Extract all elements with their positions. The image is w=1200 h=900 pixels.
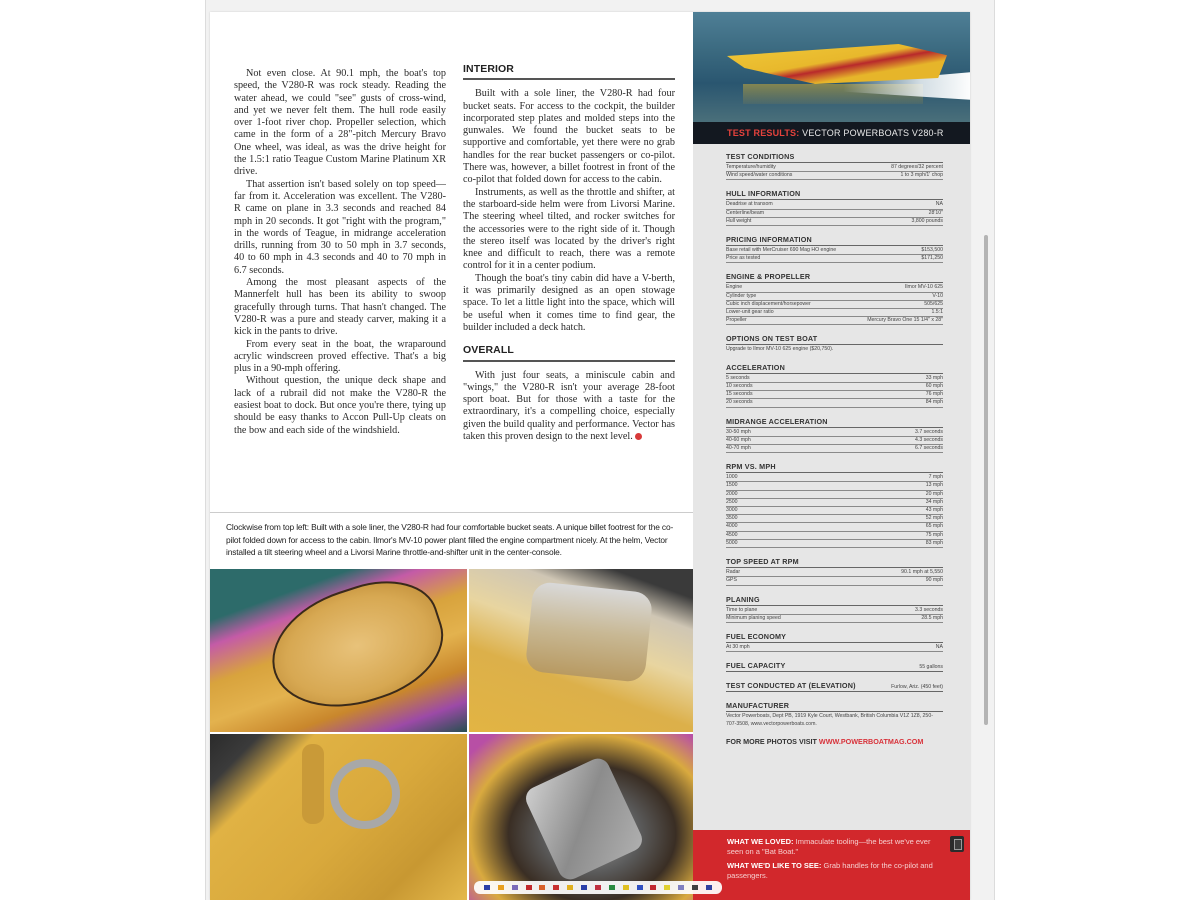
flag-15-icon[interactable] [678, 885, 684, 890]
flag-10-icon[interactable] [609, 885, 615, 890]
spec-label: 1500 [726, 482, 738, 489]
spec-section [726, 632, 943, 652]
spec-value: 505/625 [924, 300, 943, 307]
spec-value: 33 mph [925, 374, 943, 381]
spec-value: 28.5 mph [921, 614, 943, 621]
spec-text: Upgrade to Ilmor MV-10 625 engine ($20,750). [726, 346, 834, 353]
spec-label: Propeller [726, 317, 747, 324]
spec-value: NA [935, 201, 943, 208]
spec-value: 7 mph [928, 474, 943, 481]
flag-11-icon[interactable] [623, 885, 629, 890]
overall-text: With just four seats, a miniscule cabin and "wings," the V280-R isn't your average 28-foot sport boat. But for those with a taste for the extraordinary, it's a compelling choice, especially given the build quality and performance. Vector has taken this proven design to the next level. [463, 369, 675, 443]
spec-value: 28'10" [928, 209, 943, 216]
article-body [210, 12, 693, 512]
spec-row [726, 532, 943, 540]
spec-value: Mercury Bravo One 15 1/4" x 28" [867, 317, 943, 324]
test-results-boat: VECTOR POWERBOATS V280-R [802, 128, 944, 138]
manufacturer-text: Vector Powerboats, Dept PB, 1919 Kyle Court, Westbank, British Columbia V1Z 1Z8, 250-707-3508, www.vectorpowerboats.com. [726, 713, 933, 727]
what-we-loved [727, 837, 944, 857]
spec-section [726, 152, 943, 180]
spec-row [726, 210, 943, 218]
spec-label: 2000 [726, 490, 738, 497]
spec-value: 87 degrees/32 percent [891, 164, 943, 170]
spec-label: 5 seconds [726, 374, 750, 381]
spec-row [726, 429, 943, 437]
engine-shape [522, 755, 646, 884]
spec-value: 13 mph [925, 482, 943, 489]
photo-grid [210, 569, 693, 900]
spec-section-title: ENGINE & PROPELLER [726, 272, 943, 283]
spec-inline-row [726, 661, 943, 672]
flag-6-icon[interactable] [553, 885, 559, 890]
spec-row [726, 172, 943, 180]
spec-label: Radar [726, 569, 741, 576]
flag-12-icon[interactable] [637, 885, 643, 890]
more-photos-label: FOR MORE PHOTOS VISIT [726, 736, 817, 746]
flag-13-icon[interactable] [650, 885, 656, 890]
spec-value: V-10 [932, 292, 943, 299]
paragraph: Built with a sole liner, the V280-R had four bucket seats. For access to the cockpit, the builder incorporated step plates and molded steps into the gunwales. We found the bucket seats to be supportive and comfortable, yet there were no grab handles for the rear bucket passengers or co-pilot. There was, however, a billet footrest in front of the co-pilot that folded down for access to the cabin. [463, 88, 675, 186]
spec-value: 6.7 seconds [915, 445, 943, 452]
spec-section [726, 189, 943, 226]
flag-4-icon[interactable] [526, 885, 532, 890]
spec-label: 30-50 mph [726, 428, 751, 435]
paragraph: Though the boat's tiny cabin did have a V-berth, it was primarily designed as an open stowage space. To let a little light into the space, which will be useful when it comes time to find gear, the builder included a deck hatch. [463, 272, 675, 333]
spec-value: 90.1 mph at 5,550 [901, 569, 943, 576]
spec-section [726, 235, 943, 263]
spec-value: 3.7 seconds [915, 428, 943, 435]
spec-section-title: ACCELERATION [726, 363, 943, 374]
more-photos-line [726, 737, 943, 746]
bucket-seats-photo [210, 569, 467, 732]
spec-row [726, 577, 943, 585]
boat-shape [727, 44, 947, 84]
spec-row [726, 218, 943, 226]
paragraph [463, 370, 675, 444]
spec-table [726, 152, 943, 746]
spec-label: 4500 [726, 531, 738, 538]
spec-label: 15 seconds [726, 391, 753, 398]
spec-section-title: MIDRANGE ACCELERATION [726, 417, 943, 428]
caption-text: Clockwise from top left: Built with a sole liner, the V280-R had four comfortable bucket seats. A unique billet footrest for the co-pilot folded down for access to the cabin. Ilmor's MV-10 power plant filled the engine compartment nicely. At the helm, Vector installed a tilt steering wheel and a Livorsi Marine throttle-and-shifter unit in the center-console. [226, 522, 674, 557]
spec-section-title: HULL INFORMATION [726, 189, 943, 200]
spec-value: 4.3 seconds [915, 436, 943, 443]
cockpit-shape [257, 569, 458, 727]
spec-label: 20 seconds [726, 399, 753, 406]
spec-label: Wind speed/water conditions [726, 172, 793, 179]
spec-value: 3.3 seconds [915, 606, 943, 613]
spec-label: 3000 [726, 507, 738, 514]
loved-label: WHAT WE LOVED: [727, 837, 794, 846]
spec-value: $153,500 [921, 247, 943, 254]
spec-row [726, 437, 943, 445]
spec-row [726, 507, 943, 515]
spec-row [726, 399, 943, 407]
flag-16-icon[interactable] [692, 885, 698, 890]
spec-row [726, 540, 943, 548]
spec-label: Base retail with MerCruiser 690 Mag HO engine [726, 247, 837, 254]
spec-row [726, 255, 943, 263]
engine-photo [469, 734, 693, 900]
test-results-label: TEST RESULTS: [727, 128, 800, 138]
paragraph: Instruments, as well as the throttle and shifter, at the starboard-side helm were from Livorsi Marine. The steering wheel tilted, and rocker switches for the accessories were to the right side of it. Though the stereo itself was located by the driver's right knee and difficult to reach, there was a remote control for it in a center podium. [463, 186, 675, 272]
spec-value: 84 mph [925, 399, 943, 406]
spec-label: Time to plane [726, 606, 758, 613]
spec-row [726, 301, 943, 309]
spec-label: Deadrise at transom [726, 201, 773, 208]
spec-label: 2500 [726, 498, 738, 505]
paragraph: Among the most pleasant aspects of the Mannerfelt hull has been its ability to swoop gracefully through turns. That hasn't changed. The V280-R was a pure and steady carver, making it a kick in the pants to drive. [234, 277, 446, 338]
spec-label: Lower-unit gear ratio [726, 309, 774, 316]
spec-label: 4000 [726, 523, 738, 530]
spec-row [726, 482, 943, 490]
like-text: Grab handles for the co-pilot and passengers. [727, 861, 933, 880]
footrest-shape [525, 581, 654, 683]
spec-row [726, 615, 943, 623]
spec-label: 10 seconds [726, 383, 753, 390]
flag-2-icon[interactable] [498, 885, 504, 890]
spec-value: 75 mph [925, 531, 943, 538]
spec-value: 60 mph [925, 383, 943, 390]
spec-row [726, 293, 943, 301]
spec-section-title: TOP SPEED AT RPM [726, 557, 943, 568]
spec-label: 1000 [726, 474, 738, 481]
spec-row [726, 317, 943, 325]
spec-row [726, 309, 943, 317]
spec-section-title: PRICING INFORMATION [726, 235, 943, 246]
boat-hero-photo [693, 12, 970, 122]
spec-section [726, 557, 943, 585]
spec-row [726, 247, 943, 255]
spec-row [726, 383, 943, 391]
spec-value: 90 mph [925, 577, 943, 584]
flag-3-icon[interactable] [512, 885, 518, 890]
spec-row [726, 491, 943, 499]
spec-label: Minimum planing speed [726, 614, 781, 621]
spec-label: Centerline/beam [726, 209, 765, 216]
spec-value: 55 gallons [919, 664, 943, 671]
like-label: WHAT WE'D LIKE TO SEE: [727, 861, 822, 870]
spec-label: GPS [726, 577, 737, 584]
document-icon[interactable] [950, 836, 964, 852]
verdict-box [693, 830, 970, 900]
flag-9-icon[interactable] [595, 885, 601, 890]
loved-text: Immaculate tooling—the best we've ever seen on a "Bat Boat." [727, 837, 931, 856]
article-column-1 [234, 68, 446, 437]
spec-value: 65 mph [925, 523, 943, 530]
spec-value: 76 mph [925, 391, 943, 398]
spec-section [726, 417, 943, 454]
spec-section-title: FUEL CAPACITY [726, 661, 786, 671]
flag-8-icon[interactable] [581, 885, 587, 890]
spec-section-title: OPTIONS ON TEST BOAT [726, 334, 943, 345]
spec-value: 83 mph [925, 539, 943, 546]
paragraph: Without question, the unique deck shape and lack of a rubrail did not make the V280-R the easiest boat to dock. But once you're there, tying up should be easy thanks to Accon Pull-Up cleats on the bow and each side of the windshield. [234, 375, 446, 436]
flag-1-icon[interactable] [484, 885, 490, 890]
spec-label: Cubic inch displacement/horsepower [726, 300, 811, 307]
spec-label: 3500 [726, 515, 738, 522]
scrollbar-thumb[interactable] [984, 235, 988, 725]
spec-section [726, 363, 943, 408]
spec-section-title: RPM VS. MPH [726, 462, 943, 473]
interior-heading: INTERIOR [463, 63, 675, 80]
spec-row [726, 391, 943, 399]
spec-value: 52 mph [925, 515, 943, 522]
fuel-capacity [726, 661, 943, 672]
spec-value: $171,250 [921, 255, 943, 262]
paragraph: From every seat in the boat, the wraparound acrylic windscreen proved effective. That's a big plus in a 90-mph offering. [234, 338, 446, 375]
paragraph: That assertion isn't based solely on top speed—far from it. Acceleration was excellent. The V280-R came on plane in 3.3 seconds and reached 84 mph in 20 seconds. It got "right with the program," in the words of Teague, in midrange acceleration drills, running from 30 to 50 mph in 3.7 seconds, 40 to 60 mph in 4.3 seconds and 40 to 70 mph in 6.7 seconds. [234, 178, 446, 276]
spec-label: Hull weight [726, 217, 752, 224]
overall-heading: OVERALL [463, 344, 675, 361]
spec-label: Cylinder type [726, 292, 757, 299]
test-conducted-elevation [726, 681, 943, 692]
photo-caption [210, 512, 693, 569]
spec-row [726, 164, 943, 172]
spec-row [726, 499, 943, 507]
test-results-title [693, 122, 970, 144]
spec-row [726, 375, 943, 383]
flag-7-icon[interactable] [567, 885, 573, 890]
spec-label: 5000 [726, 539, 738, 546]
spec-value: 20 mph [925, 490, 943, 497]
spec-row [726, 284, 943, 292]
helm-photo [210, 734, 467, 900]
spec-section-title: PLANING [726, 595, 943, 606]
spec-label: 40-60 mph [726, 436, 751, 443]
spec-value: 3,800 pounds [911, 217, 943, 224]
spec-section [726, 334, 943, 353]
article-column-2 [463, 63, 675, 443]
spec-section-title: TEST CONDUCTED AT (ELEVATION) [726, 681, 856, 691]
steering-wheel-shape [330, 759, 400, 829]
spec-row [726, 474, 943, 482]
spec-value: 43 mph [925, 507, 943, 514]
test-results-sidebar [693, 12, 970, 900]
spec-section-title: MANUFACTURER [726, 701, 943, 712]
spec-value: 34 mph [925, 498, 943, 505]
end-mark-icon [635, 433, 642, 440]
flag-5-icon[interactable] [539, 885, 545, 890]
more-photos-link[interactable]: WWW.POWERBOATMAG.COM [818, 736, 924, 746]
spec-label: Temperature/humidity [726, 164, 776, 170]
spec-row [726, 515, 943, 523]
spec-value: Furlow, Ariz. (450 feet) [891, 684, 943, 691]
spec-label: Price as tested [726, 255, 761, 262]
flag-17-icon[interactable] [706, 885, 712, 890]
billet-footrest-photo [469, 569, 693, 732]
spec-value: 1 to 3 mph/1' chop [900, 172, 943, 179]
spec-value: Ilmor MV-10 625 [904, 284, 943, 291]
spec-label: 40-70 mph [726, 445, 751, 452]
spec-value: 1.5:1 [931, 309, 943, 316]
spec-value: NA [935, 643, 943, 650]
spec-section [726, 462, 943, 548]
spec-row [726, 201, 943, 209]
spec-section-title: TEST CONDITIONS [726, 152, 943, 163]
spec-inline-row [726, 681, 943, 692]
gauge-panel-shape [302, 744, 324, 824]
spec-section [726, 272, 943, 325]
spec-row [726, 644, 943, 652]
spec-row [726, 569, 943, 577]
spec-label: Engine [726, 284, 743, 291]
spec-label: At 30 mph [726, 643, 750, 650]
spec-section [726, 595, 943, 623]
manufacturer [726, 701, 943, 728]
magazine-page [210, 12, 970, 900]
flag-14-icon[interactable] [664, 885, 670, 890]
spec-row [726, 445, 943, 453]
spec-section-title: FUEL ECONOMY [726, 632, 943, 643]
what-we-like-to-see [727, 861, 944, 881]
paragraph: Not even close. At 90.1 mph, the boat's top speed, the V280-R was rock steady. Reading the water ahead, we could "see" gusts of cross-wind, and yet we never felt them. The hull rode easily over 1-foot river chop. Propeller selection, which came in the form of a 28"-pitch Mercury Bravo One wheel, was ideal, as was the drive height for the 1.5:1 ratio Teague Custom Marine Platinum XR drive. [234, 68, 446, 178]
spec-row [726, 523, 943, 531]
language-flag-bar [474, 881, 722, 894]
spec-row [726, 607, 943, 615]
